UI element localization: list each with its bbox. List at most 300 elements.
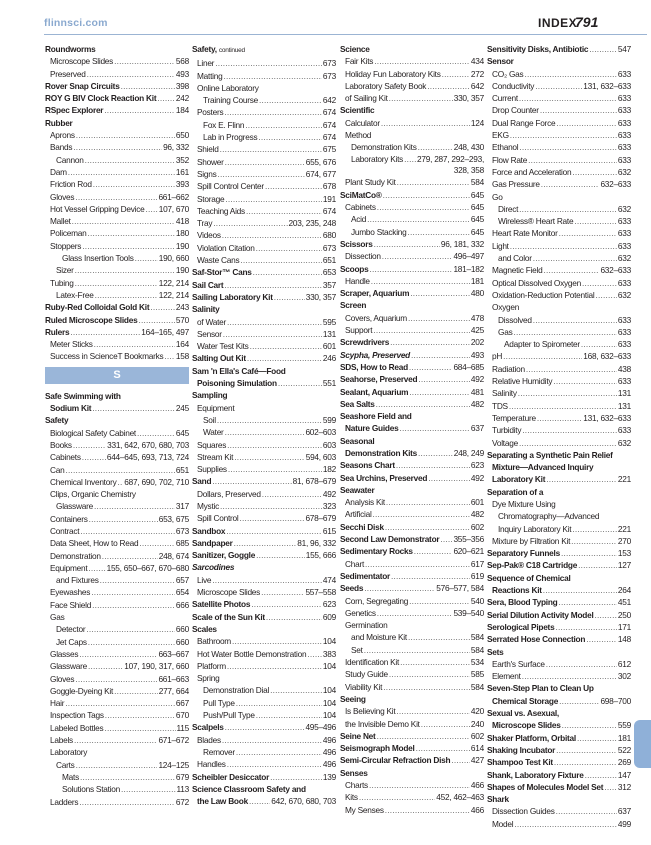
index-entry — [487, 498, 631, 510]
index-entry — [45, 451, 189, 463]
leader-dots — [80, 525, 175, 537]
page-reference: 632 — [617, 166, 631, 177]
index-term: Demonstration Kits — [351, 142, 417, 153]
index-entry — [487, 117, 631, 129]
index-term: Magnetic Field — [492, 265, 543, 276]
index-term: Saf-Stor™ Cans — [192, 267, 252, 278]
index-term: Books — [50, 439, 72, 450]
index-entry — [45, 178, 189, 190]
header-rule — [44, 34, 647, 35]
index-entry — [45, 722, 189, 734]
index-term: Seeds — [340, 583, 364, 594]
leader-dots — [222, 734, 322, 746]
index-term: Separating a Synthetic Pain Relief — [487, 449, 613, 460]
index-term: Jet Caps — [56, 636, 87, 647]
leader-dots — [222, 229, 322, 241]
index-term: Mixture—Advanced Inquiry — [492, 462, 594, 473]
index-entry — [192, 57, 336, 69]
leader-dots — [266, 611, 322, 623]
index-term: Tubing — [50, 277, 74, 288]
page-reference: 632 — [617, 253, 631, 264]
index-entry — [487, 805, 631, 817]
index-term: Sea Urchins, Preserved — [340, 472, 428, 483]
page-reference: 434 — [470, 56, 484, 67]
index-entry — [45, 203, 189, 215]
leader-dots — [72, 215, 175, 227]
page-reference: 147 — [617, 769, 631, 780]
index-term: Kits — [345, 792, 358, 803]
index-entry — [192, 70, 336, 82]
index-term: Teaching Aids — [197, 205, 245, 216]
index-term: Identification Kit — [345, 657, 400, 668]
page-reference: 191 — [322, 193, 336, 204]
index-term: Laboratory Kits — [351, 153, 404, 164]
page-reference: 355–356 — [453, 534, 484, 545]
index-term: Relative Humidity — [492, 376, 553, 387]
page-reference: 131 — [617, 388, 631, 399]
index-entry — [192, 143, 336, 155]
page-reference: 104 — [322, 710, 336, 721]
index-term: Earth's Surface — [492, 658, 545, 669]
index-term: Scypha, Preserved — [340, 349, 411, 360]
index-term: Seeing — [340, 693, 366, 704]
index-term: Detector — [56, 624, 86, 635]
leader-dots — [408, 631, 470, 643]
index-entry — [487, 154, 631, 166]
page-reference: 124 — [470, 117, 484, 128]
index-entry — [192, 180, 336, 192]
leader-dots — [236, 746, 322, 758]
index-term: Carts — [56, 759, 75, 770]
index-term: Gas Pressure — [492, 179, 540, 190]
index-entry — [192, 561, 336, 573]
index-entry — [340, 312, 484, 324]
leader-dots — [212, 574, 322, 586]
index-term: Cabinets — [50, 452, 81, 463]
index-term: Pull Type — [203, 697, 235, 708]
leader-dots — [75, 277, 158, 289]
page-reference: 158 — [175, 351, 189, 362]
index-term: Poisoning Simulation — [197, 378, 277, 389]
page-reference: 637 — [470, 423, 484, 434]
page-reference: 645 — [470, 226, 484, 237]
leader-dots — [373, 508, 470, 520]
index-entry — [340, 226, 484, 238]
leader-dots — [223, 328, 322, 340]
index-term: Shank, Laboratory Fixture — [487, 769, 584, 780]
index-entry — [192, 463, 336, 475]
index-entry — [192, 771, 336, 783]
index-entry — [192, 340, 336, 352]
index-term: Microscope Slides — [492, 720, 561, 731]
index-term: Hot Water Bottle Demonstration — [197, 648, 307, 659]
index-entry — [45, 154, 189, 166]
index-entry — [192, 783, 336, 795]
leader-dots — [232, 635, 322, 647]
index-term: Genetics — [345, 607, 376, 618]
page-reference: 155, 666 — [305, 550, 336, 561]
leader-dots — [595, 609, 617, 621]
index-entry — [487, 572, 631, 584]
page-reference: 420 — [470, 706, 484, 717]
index-term: Sand — [192, 476, 212, 487]
page-reference: 270 — [617, 535, 631, 546]
leader-dots — [105, 709, 175, 721]
page-reference: 180 — [175, 228, 189, 239]
leader-dots — [121, 783, 175, 795]
page-reference: 655, 676 — [305, 156, 336, 167]
leader-dots — [74, 734, 157, 746]
page-reference: 451 — [617, 597, 631, 608]
index-term: Study Guide — [345, 669, 388, 680]
page-reference: 393 — [175, 179, 189, 190]
index-term: Screen — [340, 300, 367, 311]
page-reference: 599 — [322, 414, 336, 425]
leader-dots — [104, 722, 175, 734]
index-entry — [192, 439, 336, 451]
page-reference: 623 — [470, 460, 484, 471]
index-term: Clips, Organic Chemistry — [50, 489, 136, 500]
page-reference: 673 — [322, 58, 336, 69]
leader-dots — [572, 523, 617, 535]
index-term: Mats — [62, 771, 79, 782]
index-entry — [45, 513, 189, 525]
page-reference: 427 — [470, 755, 484, 766]
index-entry — [45, 338, 189, 350]
leader-dots — [218, 168, 305, 180]
index-entry — [340, 718, 484, 730]
page-reference: 493 — [175, 68, 189, 79]
index-entry — [487, 326, 631, 338]
page-reference: 620–621 — [453, 546, 484, 557]
leader-dots — [256, 242, 322, 254]
index-term: Corn, Segregating — [345, 595, 409, 606]
index-entry — [487, 732, 631, 744]
index-entry — [487, 584, 631, 596]
index-entry — [45, 390, 189, 402]
index-term: Dual Range Force — [492, 117, 556, 128]
leader-dots — [164, 350, 174, 362]
page-reference: 181 — [617, 732, 631, 743]
leader-dots — [225, 721, 305, 733]
index-entry — [192, 758, 336, 770]
index-entry — [340, 656, 484, 668]
index-term: CO₂ Gas — [492, 68, 524, 79]
index-term: Current — [492, 93, 518, 104]
index-entry — [487, 449, 631, 461]
leader-dots — [391, 570, 470, 582]
page-reference: 474 — [322, 574, 336, 585]
index-term: Squares — [197, 439, 227, 450]
leader-dots — [73, 439, 106, 451]
index-entry — [45, 673, 189, 685]
leader-dots — [522, 424, 617, 436]
index-entry — [192, 217, 336, 229]
index-term: Data Sheet, How to Read — [50, 538, 139, 549]
index-term: SciMatCo® — [340, 189, 382, 200]
index-term: Semi-Circular Refraction Dish — [340, 755, 451, 766]
page-reference: 660 — [175, 636, 189, 647]
index-term: Laboratory Kit — [492, 474, 546, 485]
page-reference: 685 — [175, 538, 189, 549]
leader-dots — [215, 57, 322, 69]
page-reference: 312 — [617, 781, 631, 792]
page-reference: 221 — [617, 523, 631, 534]
index-entry — [45, 240, 189, 252]
section-letter-band: S — [45, 367, 189, 384]
leader-dots — [546, 658, 617, 670]
index-term: Seahorse, Preserved — [340, 374, 418, 385]
leader-dots — [270, 771, 322, 783]
index-entry — [487, 682, 631, 694]
page-reference: 671–672 — [158, 735, 189, 746]
index-term: Mallet — [50, 216, 71, 227]
site-url: flinnsci.com — [44, 17, 108, 29]
page-reference: 496 — [322, 746, 336, 757]
leader-dots — [73, 141, 162, 153]
index-term: Voltage — [492, 437, 518, 448]
index-entry — [487, 609, 631, 621]
leader-dots — [227, 316, 322, 328]
index-entry — [45, 500, 189, 512]
leader-dots — [427, 80, 470, 92]
page-reference: 633 — [617, 314, 631, 325]
index-entry — [487, 646, 631, 658]
leader-dots — [93, 178, 175, 190]
page-reference: 245 — [175, 403, 189, 414]
leader-dots — [582, 277, 617, 289]
index-term: Handle — [345, 275, 370, 286]
index-entry — [192, 660, 336, 672]
leader-dots — [365, 558, 470, 570]
leader-dots — [228, 463, 322, 475]
page-reference: 674 — [322, 119, 336, 130]
index-entry — [45, 80, 189, 92]
index-term: Cabinets — [345, 202, 376, 213]
index-entry — [487, 43, 631, 55]
page-reference: 637 — [617, 806, 631, 817]
index-entry — [192, 156, 336, 168]
index-term: the Invisible Demo Kit — [345, 718, 420, 729]
index-entry — [487, 227, 631, 239]
leader-dots — [364, 582, 435, 594]
index-term: Aprons — [50, 130, 75, 141]
index-entry — [340, 705, 484, 717]
page-reference: 661–663 — [158, 673, 189, 684]
page-reference: 602 — [470, 730, 484, 741]
index-term: Serial Dilution Activity Model — [487, 609, 594, 620]
index-entry — [340, 570, 484, 582]
page-reference: 674 — [322, 132, 336, 143]
index-entry — [340, 129, 484, 141]
leader-dots — [82, 451, 106, 463]
leader-dots — [577, 732, 617, 744]
index-entry — [487, 387, 631, 399]
page-reference: 559 — [617, 720, 631, 731]
index-term: Demonstration Dial — [203, 685, 270, 696]
page-reference: 680 — [322, 230, 336, 241]
index-entry — [487, 55, 631, 67]
leader-dots — [428, 472, 470, 484]
index-term: Oxygen — [492, 302, 520, 313]
page-reference: 480 — [470, 288, 484, 299]
index-term: Heart Rate Monitor — [492, 228, 558, 239]
page-reference: 673 — [175, 525, 189, 536]
page-reference: 522 — [617, 744, 631, 755]
page-reference: 642 — [322, 95, 336, 106]
index-entry — [340, 92, 484, 104]
leader-dots — [383, 189, 470, 201]
index-term: Can — [50, 464, 65, 475]
index-term: Chemical Storage — [492, 695, 559, 706]
index-entry — [340, 176, 484, 188]
page-reference: 115 — [176, 722, 189, 733]
index-term: Equipment — [197, 402, 235, 413]
leader-dots — [265, 180, 322, 192]
page-reference: 452, 462–463 — [436, 792, 484, 803]
page-reference: 632 — [617, 437, 631, 448]
page-reference: 650 — [175, 130, 189, 141]
page-reference: 673 — [322, 242, 336, 253]
index-entry — [340, 189, 484, 201]
index-entry — [45, 92, 189, 104]
index-entry — [487, 621, 631, 633]
index-heading: INDEX — [538, 16, 578, 30]
leader-dots — [65, 697, 175, 709]
index-entry — [487, 252, 631, 264]
index-entry — [45, 264, 189, 276]
leader-dots — [137, 427, 175, 439]
index-entry — [192, 746, 336, 758]
page-reference: 317 — [175, 501, 189, 512]
page-reference: 104 — [322, 697, 336, 708]
index-entry — [340, 68, 484, 80]
page-reference: 482 — [470, 509, 484, 520]
index-entry — [192, 500, 336, 512]
index-term: Laboratory Safety Book — [345, 80, 427, 91]
index-entry — [45, 660, 189, 672]
index-term: Conductivity — [492, 80, 535, 91]
index-entry — [487, 203, 631, 215]
index-term: Spill Control — [197, 513, 239, 524]
index-term: Shapes of Molecules Model Set — [487, 781, 604, 792]
index-entry — [340, 619, 484, 631]
leader-dots — [249, 795, 270, 807]
page-reference: 633 — [617, 277, 631, 288]
leader-dots — [541, 178, 600, 190]
index-entry — [45, 734, 189, 746]
leader-dots — [533, 252, 617, 264]
index-term: pH — [492, 351, 503, 362]
leader-dots — [102, 550, 158, 562]
index-term: Shower — [197, 156, 224, 167]
index-term: Artificial — [345, 509, 372, 520]
index-term: Training Course — [203, 95, 258, 106]
index-entry — [340, 472, 484, 484]
page-reference: 492 — [470, 374, 484, 385]
index-entry — [340, 275, 484, 287]
page-reference: 182 — [322, 464, 336, 475]
index-entry — [340, 154, 484, 165]
index-entry — [487, 744, 631, 756]
leader-dots — [88, 227, 175, 239]
page-reference: 632–633 — [600, 179, 631, 190]
index-term: Gloves — [50, 191, 75, 202]
index-entry — [45, 574, 189, 586]
index-term: Scraper, Aquarium — [340, 288, 410, 299]
page-reference: 184 — [175, 105, 189, 116]
index-term: Seasonal — [340, 435, 375, 446]
leader-dots — [70, 326, 140, 338]
index-entry — [45, 117, 189, 129]
index-term: Seashore Field and — [340, 411, 412, 422]
page-reference: 632 — [617, 289, 631, 300]
index-column-4 — [487, 43, 631, 830]
index-entry — [340, 767, 484, 779]
page-reference: 496–497 — [453, 251, 484, 262]
page-reference: 633 — [617, 376, 631, 387]
page-reference: 81, 96, 332 — [297, 537, 336, 548]
leader-dots — [374, 238, 440, 250]
page-reference: 492 — [322, 488, 336, 499]
leader-dots — [224, 106, 322, 118]
index-term: ROY G BIV Clock Reaction Kit — [45, 93, 157, 104]
page-reference: 81, 678–679 — [292, 476, 336, 487]
page-reference: 661–662 — [158, 191, 189, 202]
leader-dots — [385, 521, 470, 533]
index-entry — [487, 658, 631, 670]
index-term: Ladders — [50, 796, 79, 807]
leader-dots — [386, 496, 470, 508]
index-term: Is Believing Kit — [345, 706, 396, 717]
index-term: Senses — [340, 767, 368, 778]
index-term: and Color — [498, 253, 532, 264]
leader-dots — [114, 55, 175, 67]
index-term: Sampling — [192, 390, 228, 401]
index-term: Shampoo Test Kit — [487, 757, 553, 768]
leader-dots — [543, 584, 617, 596]
index-term: Sail Cart — [192, 279, 224, 290]
leader-dots — [250, 340, 322, 352]
index-entry — [192, 648, 336, 660]
index-term: Dam — [50, 166, 67, 177]
leader-dots — [503, 350, 582, 362]
leader-dots — [157, 92, 175, 104]
leader-dots — [367, 213, 470, 225]
index-term: Supplies — [197, 464, 227, 475]
leader-dots — [240, 254, 322, 266]
leader-dots — [558, 596, 616, 608]
index-entry — [192, 229, 336, 241]
index-term: Sam 'n Ella's Café—Food — [192, 365, 286, 376]
index-entry — [340, 164, 484, 176]
page-reference: 168, 632–633 — [583, 351, 631, 362]
page-reference: 104 — [322, 636, 336, 647]
index-term: Water — [203, 427, 224, 438]
index-entry — [192, 82, 336, 94]
leader-dots — [79, 796, 175, 808]
leader-dots — [540, 104, 617, 116]
leader-dots — [408, 312, 470, 324]
leader-dots — [418, 447, 453, 459]
index-entry — [340, 398, 484, 410]
page-reference: 673 — [322, 70, 336, 81]
index-term: Seawater — [340, 484, 375, 495]
page-reference: 107, 190, 317, 660 — [124, 661, 189, 672]
leader-dots — [88, 636, 175, 648]
leader-dots — [150, 301, 175, 313]
index-entry — [192, 635, 336, 647]
